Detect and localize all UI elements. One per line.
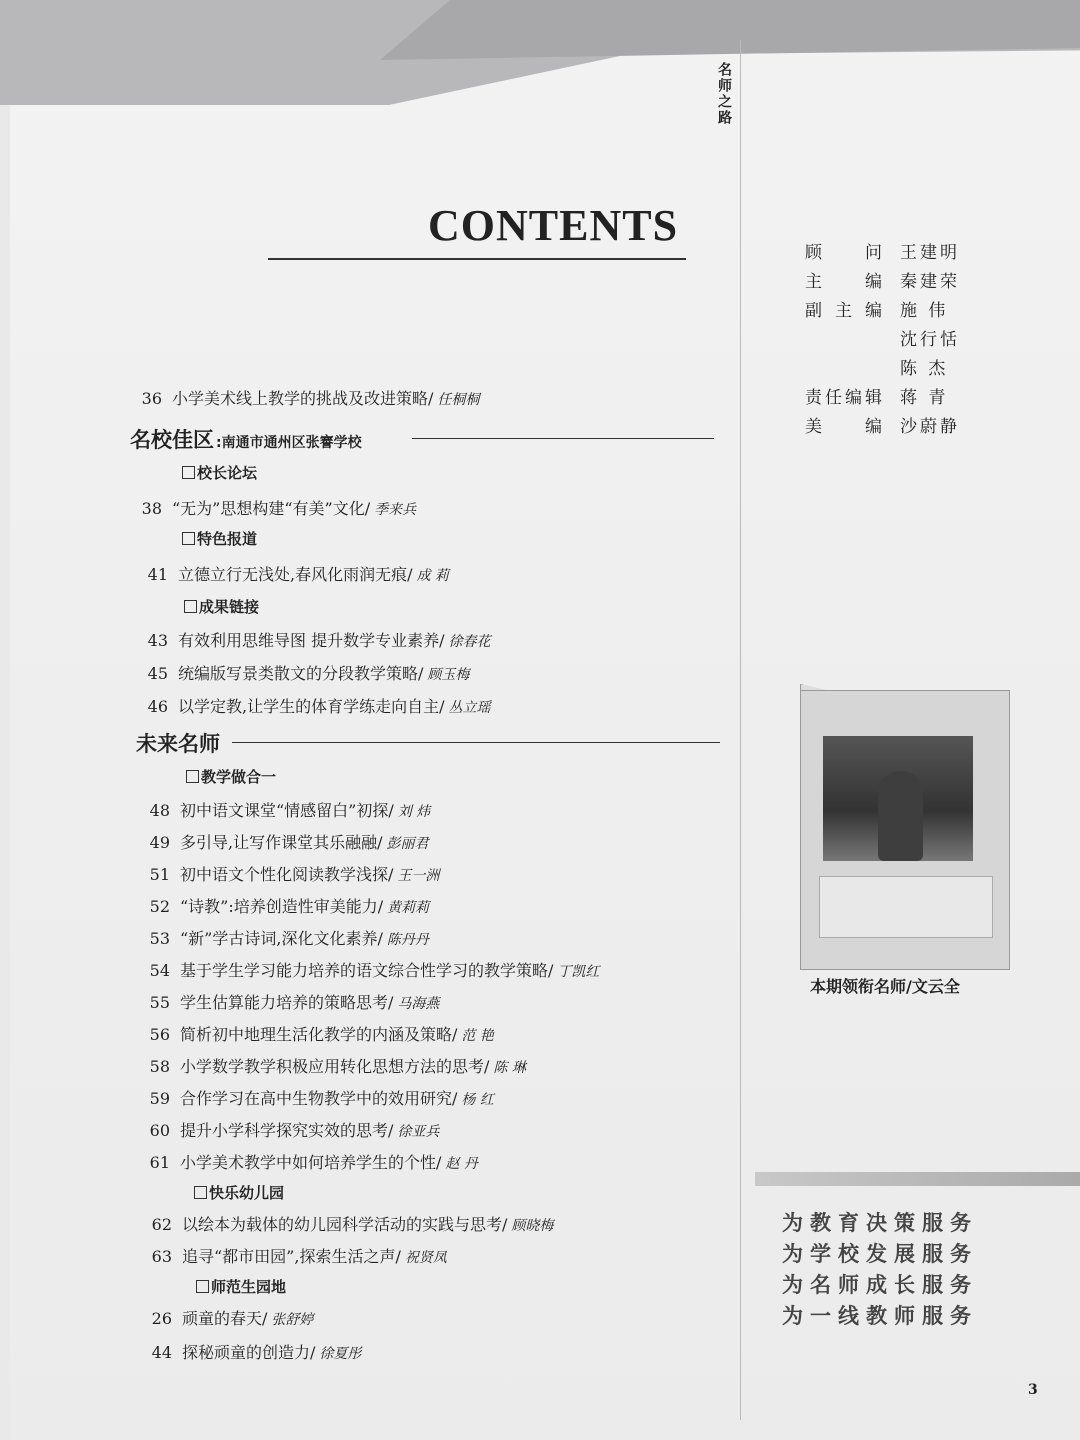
toc-entry[interactable]: 56 简析初中地理生活化教学的内涵及策略/ 范 艳 bbox=[149, 1025, 494, 1044]
staff-row: 副 主 编 施 伟 bbox=[805, 301, 949, 321]
toc-entry[interactable]: 45 统编版写景类散文的分段教学策略/ 顾玉梅 bbox=[147, 664, 470, 683]
category-teaching: 教学做合一 bbox=[186, 766, 276, 787]
slogan: 为学校发展服务 bbox=[782, 1242, 978, 1266]
category-principal: 校长论坛 bbox=[182, 462, 257, 483]
contents-title: CONTENTS bbox=[428, 201, 679, 250]
page-number: 3 bbox=[1028, 1382, 1038, 1398]
staff-row: 主 编 秦建荣 bbox=[805, 272, 960, 292]
toc-entry[interactable]: 61 小学美术教学中如何培养学生的个性/ 赵 丹 bbox=[149, 1153, 478, 1172]
slogan: 为名师成长服务 bbox=[782, 1273, 978, 1297]
side-label: 名师之路 bbox=[716, 62, 732, 126]
toc-entry[interactable]: 26 顽童的春天/ 张舒婷 bbox=[151, 1309, 314, 1328]
section-heading-2: 未来名师 bbox=[136, 732, 220, 756]
toc-entry[interactable]: 36 小学美术线上教学的挑战及改进策略/ 任桐桐 bbox=[141, 389, 480, 408]
staff-row: 责 任 编 辑 蒋 青 bbox=[805, 388, 949, 408]
cover-caption: 本期领衔名师/文云全 bbox=[810, 977, 960, 996]
toc-entry[interactable]: 55 学生估算能力培养的策略思考/ 马海燕 bbox=[149, 993, 440, 1012]
category-kindergarten: 快乐幼儿园 bbox=[194, 1182, 284, 1203]
section-rule bbox=[412, 438, 714, 439]
toc-entry[interactable]: 46 以学定教,让学生的体育学练走向自主/ 丛立瑶 bbox=[147, 697, 491, 716]
toc-entry[interactable]: 44 探秘顽童的创造力/ 徐夏彤 bbox=[151, 1343, 362, 1362]
section-heading-1: 名校佳区 :南通市通州区张謇学校 bbox=[130, 428, 362, 452]
toc-entry[interactable]: 62 以绘本为载体的幼儿园科学活动的实践与思考/ 顾晓梅 bbox=[151, 1215, 554, 1234]
slogan: 为教育决策服务 bbox=[782, 1211, 978, 1235]
staff-row: 陈 杰 bbox=[900, 359, 949, 379]
section-rule bbox=[232, 742, 720, 743]
toc-entry[interactable]: 63 追寻“都市田园”,探索生活之声/ 祝贤凤 bbox=[151, 1247, 447, 1266]
slogan-bar bbox=[755, 1172, 1080, 1186]
toc-entry[interactable]: 58 小学数学教学积极应用转化思想方法的思考/ 陈 琳 bbox=[149, 1057, 526, 1076]
category-feature: 特色报道 bbox=[182, 528, 257, 549]
category-normal-students: 师范生园地 bbox=[196, 1276, 286, 1297]
toc-entry[interactable]: 54 基于学生学习能力培养的语文综合性学习的教学策略/ 丁凯红 bbox=[149, 961, 600, 980]
toc-entry[interactable]: 49 多引导,让写作课堂其乐融融/ 彭丽君 bbox=[149, 833, 429, 852]
toc-entry[interactable]: 53 “新”学古诗词,深化文化素养/ 陈丹丹 bbox=[149, 929, 429, 948]
staff-row: 美 编 沙蔚静 bbox=[805, 417, 960, 437]
toc-entry[interactable]: 59 合作学习在高中生物教学中的效用研究/ 杨 红 bbox=[149, 1089, 494, 1108]
cover-photo bbox=[823, 736, 973, 861]
person-silhouette-icon bbox=[878, 771, 923, 861]
editorial-staff bbox=[805, 238, 960, 441]
toc-entry[interactable]: 38 “无为”思想构建“有美”文化/ 季来兵 bbox=[141, 499, 417, 518]
cover-thumbnail bbox=[800, 690, 1010, 970]
title-rule bbox=[268, 258, 686, 260]
category-results: 成果链接 bbox=[184, 596, 259, 617]
staff-row: 顾 问 王建明 bbox=[805, 243, 960, 263]
column-divider bbox=[740, 40, 741, 1420]
staff-row: 沈行恬 bbox=[900, 330, 960, 350]
toc-entry[interactable]: 41 立德立行无浅处,春风化雨润无痕/ 成 莉 bbox=[147, 565, 449, 584]
slogans bbox=[782, 1208, 978, 1332]
toc-entry[interactable]: 52 “诗教”:培养创造性审美能力/ 黄莉莉 bbox=[149, 897, 430, 916]
slogan: 为一线教师服务 bbox=[782, 1304, 978, 1328]
toc-entry[interactable]: 60 提升小学科学探究实效的思考/ 徐亚兵 bbox=[149, 1121, 440, 1140]
cover-text-block bbox=[819, 876, 993, 938]
toc-entry[interactable]: 51 初中语文个性化阅读教学浅探/ 王一洲 bbox=[149, 865, 440, 884]
toc-entry[interactable]: 48 初中语文课堂“情感留白”初探/ 刘 炜 bbox=[149, 801, 431, 820]
toc-entry[interactable]: 43 有效利用思维导图 提升数学专业素养/ 徐春花 bbox=[147, 631, 491, 650]
